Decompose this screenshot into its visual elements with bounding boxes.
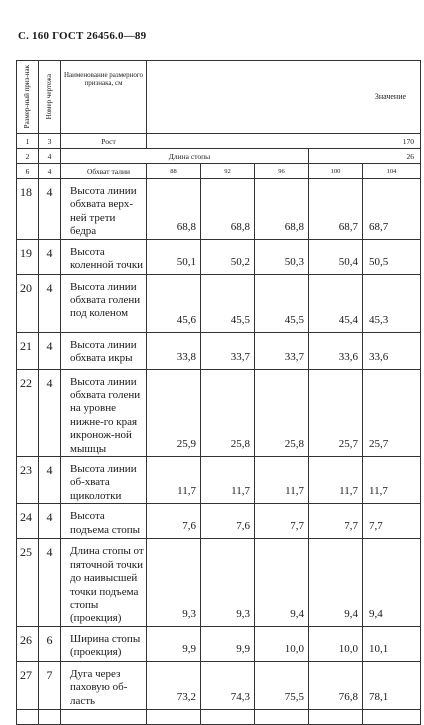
size-104: 104	[363, 164, 421, 179]
table-row: 27 7 Дуга через паховую об-ласть 73,2 74,3 75,5 76,8 78,1	[17, 661, 421, 709]
table-row: 24 4 Высота подъема стопы 7,6 7,6 7,7 7,7 7,7	[17, 504, 421, 539]
size-sign-header: Размер-ный приз-нак	[17, 61, 39, 134]
size-88: 88	[147, 164, 201, 179]
name-header: Наименование размерного признака, см	[61, 61, 147, 134]
waist-row: 6 4 Обхват талии 88 92 96 100 104	[17, 164, 421, 179]
height-row: 1 3 Рост 170	[17, 134, 421, 149]
table-row: 22 4 Высота линии обхвата голени на уровне нижне-го края икронож-ной мышцы 25,9 25,8 25,8 25,7 25,7	[17, 369, 421, 456]
size-96: 96	[255, 164, 309, 179]
value-header: Значение	[147, 61, 421, 134]
size-100: 100	[309, 164, 363, 179]
table-row: 25 4 Длина стопы от пяточной точки до наивысшей точки подъема стопы (проекция) 9,3 9,3 9,4 9,4 9,4	[17, 539, 421, 626]
table-row: 18 4 Высота линии обхвата верх-ней трети бедра 68,8 68,8 68,8 68,7 68,7	[17, 179, 421, 240]
table-tail	[17, 709, 421, 724]
measurement-table	[16, 60, 421, 725]
table-row: 26 6 Ширина стопы (проекция) 9,9 9,9 10,0 10,0 10,1	[17, 626, 421, 661]
table-row: 19 4 Высота коленной точки 50,1 50,2 50,3 50,4 50,5	[17, 239, 421, 274]
page-header: С. 160 ГОСТ 26456.0—89	[18, 30, 147, 42]
size-92: 92	[201, 164, 255, 179]
drawing-number-header: Номер чертежа	[39, 61, 61, 134]
header-row	[17, 61, 421, 134]
table-row: 20 4 Высота линии обхвата голени под коленом 45,6 45,5 45,5 45,4 45,3	[17, 274, 421, 332]
table-row: 23 4 Высота линии об-хвата щиколотки 11,7 11,7 11,7 11,7 11,7	[17, 457, 421, 504]
table-row: 21 4 Высота линии обхвата икры 33,8 33,7 33,7 33,6 33,6	[17, 332, 421, 369]
foot-length-row: 2 4 Длина стопы 26	[17, 149, 421, 164]
